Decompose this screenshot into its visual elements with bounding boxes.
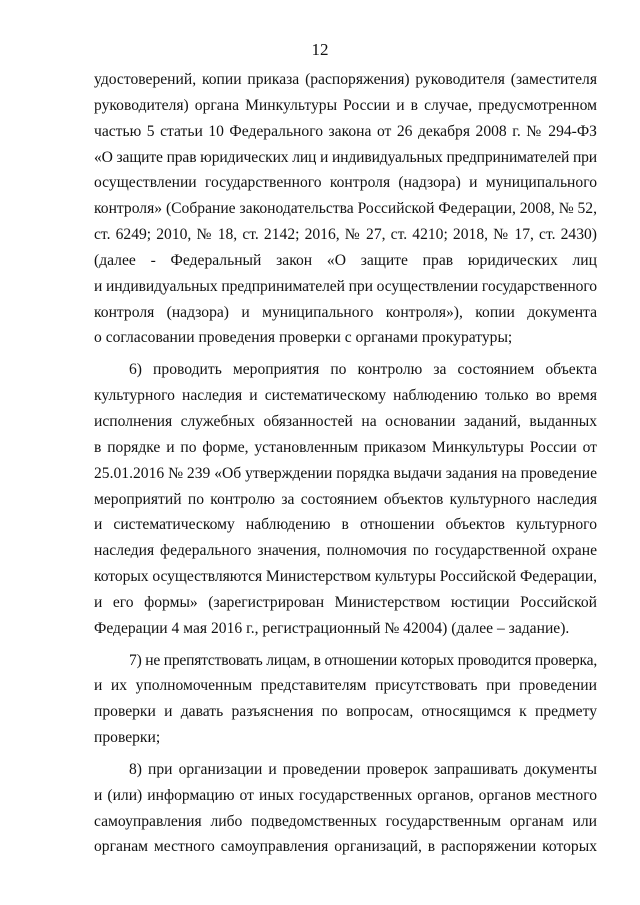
text-line: проверки и давать разъяснения по вопросам, относящимся к предмету (94, 703, 597, 721)
paragraph-item-6 (94, 357, 597, 641)
page-number: 12 (311, 40, 329, 59)
text-line: мероприятий по контролю за состоянием объектов культурного наследия (94, 490, 597, 508)
text-line: наследия федерального значения, полномочия по государственной охране (94, 542, 597, 560)
text-line: 25.01.2016 № 239 «Об утверждении порядка выдачи задания на проведение (94, 464, 597, 482)
text-line: ст. 6249; 2010, № 18, ст. 2142; 2016, № 27, ст. 4210; 2018, № 17, ст. 2430) (94, 226, 597, 244)
text-line: частью 5 статьи 10 Федерального закона от 26 декабря 2008 г. № 294-ФЗ (94, 122, 597, 140)
text-line: проверки; (94, 729, 161, 747)
text-line: самоуправления либо подведомственных государственным органам или (94, 812, 597, 830)
text-line: и их уполномоченным представителям присутствовать при проведении (94, 677, 597, 695)
text-line: в порядке и по форме, установленным приказом Минкультуры России от (94, 438, 597, 456)
text-line: органам местного самоуправления организаций, в распоряжении которых (94, 838, 597, 856)
text-line: 6) проводить мероприятия по контролю за состоянием объекта (129, 361, 597, 379)
paragraph-item-7 (94, 648, 597, 751)
text-line: осуществлении государственного контроля (надзора) и муниципального (94, 174, 597, 192)
paragraph-item-8 (94, 757, 597, 860)
text-line: и его формы» (зарегистрирован Министерством юстиции Российской (94, 593, 597, 611)
text-line: исполнения служебных обязанностей на основании заданий, выданных (94, 412, 597, 430)
text-line: (далее - Федеральный закон «О защите прав юридических лиц (94, 251, 597, 269)
text-line: и (или) информацию от иных государственных органов, органов местного (94, 786, 597, 804)
text-line: которых осуществляются Министерством культуры Российской Федерации, (94, 568, 597, 586)
paragraph-1 (94, 67, 597, 351)
text-line: культурного наследия и систематическому наблюдению только во время (94, 387, 597, 405)
text-line: 8) при организации и проведении проверок запрашивать документы (129, 760, 597, 778)
text-line: 7) не препятствовать лицам, в отношении которых проводится проверка, (129, 651, 597, 669)
text-line: контроля» (Собрание законодательства Российской Федерации, 2008, № 52, (94, 200, 597, 218)
text-line: Федерации 4 мая 2016 г., регистрационный № 42004) (далее – задание). (94, 619, 570, 637)
text-line: и индивидуальных предпринимателей при осуществлении государственного (94, 277, 597, 295)
text-line: и систематическому наблюдению в отношении объектов культурного (94, 516, 597, 534)
text-line: контроля (надзора) и муниципального контроля»), копии документа (94, 303, 597, 321)
text-line: удостоверений, копии приказа (распоряжения) руководителя (заместителя (94, 71, 597, 88)
text-line: «О защите прав юридических лиц и индивидуальных предпринимателей при (94, 148, 598, 166)
text-line: о согласовании проведения проверки с органами прокуратуры; (94, 329, 513, 347)
document-body (94, 67, 597, 860)
text-line: руководителя) органа Минкультуры России и в случае, предусмотренном (94, 96, 597, 114)
